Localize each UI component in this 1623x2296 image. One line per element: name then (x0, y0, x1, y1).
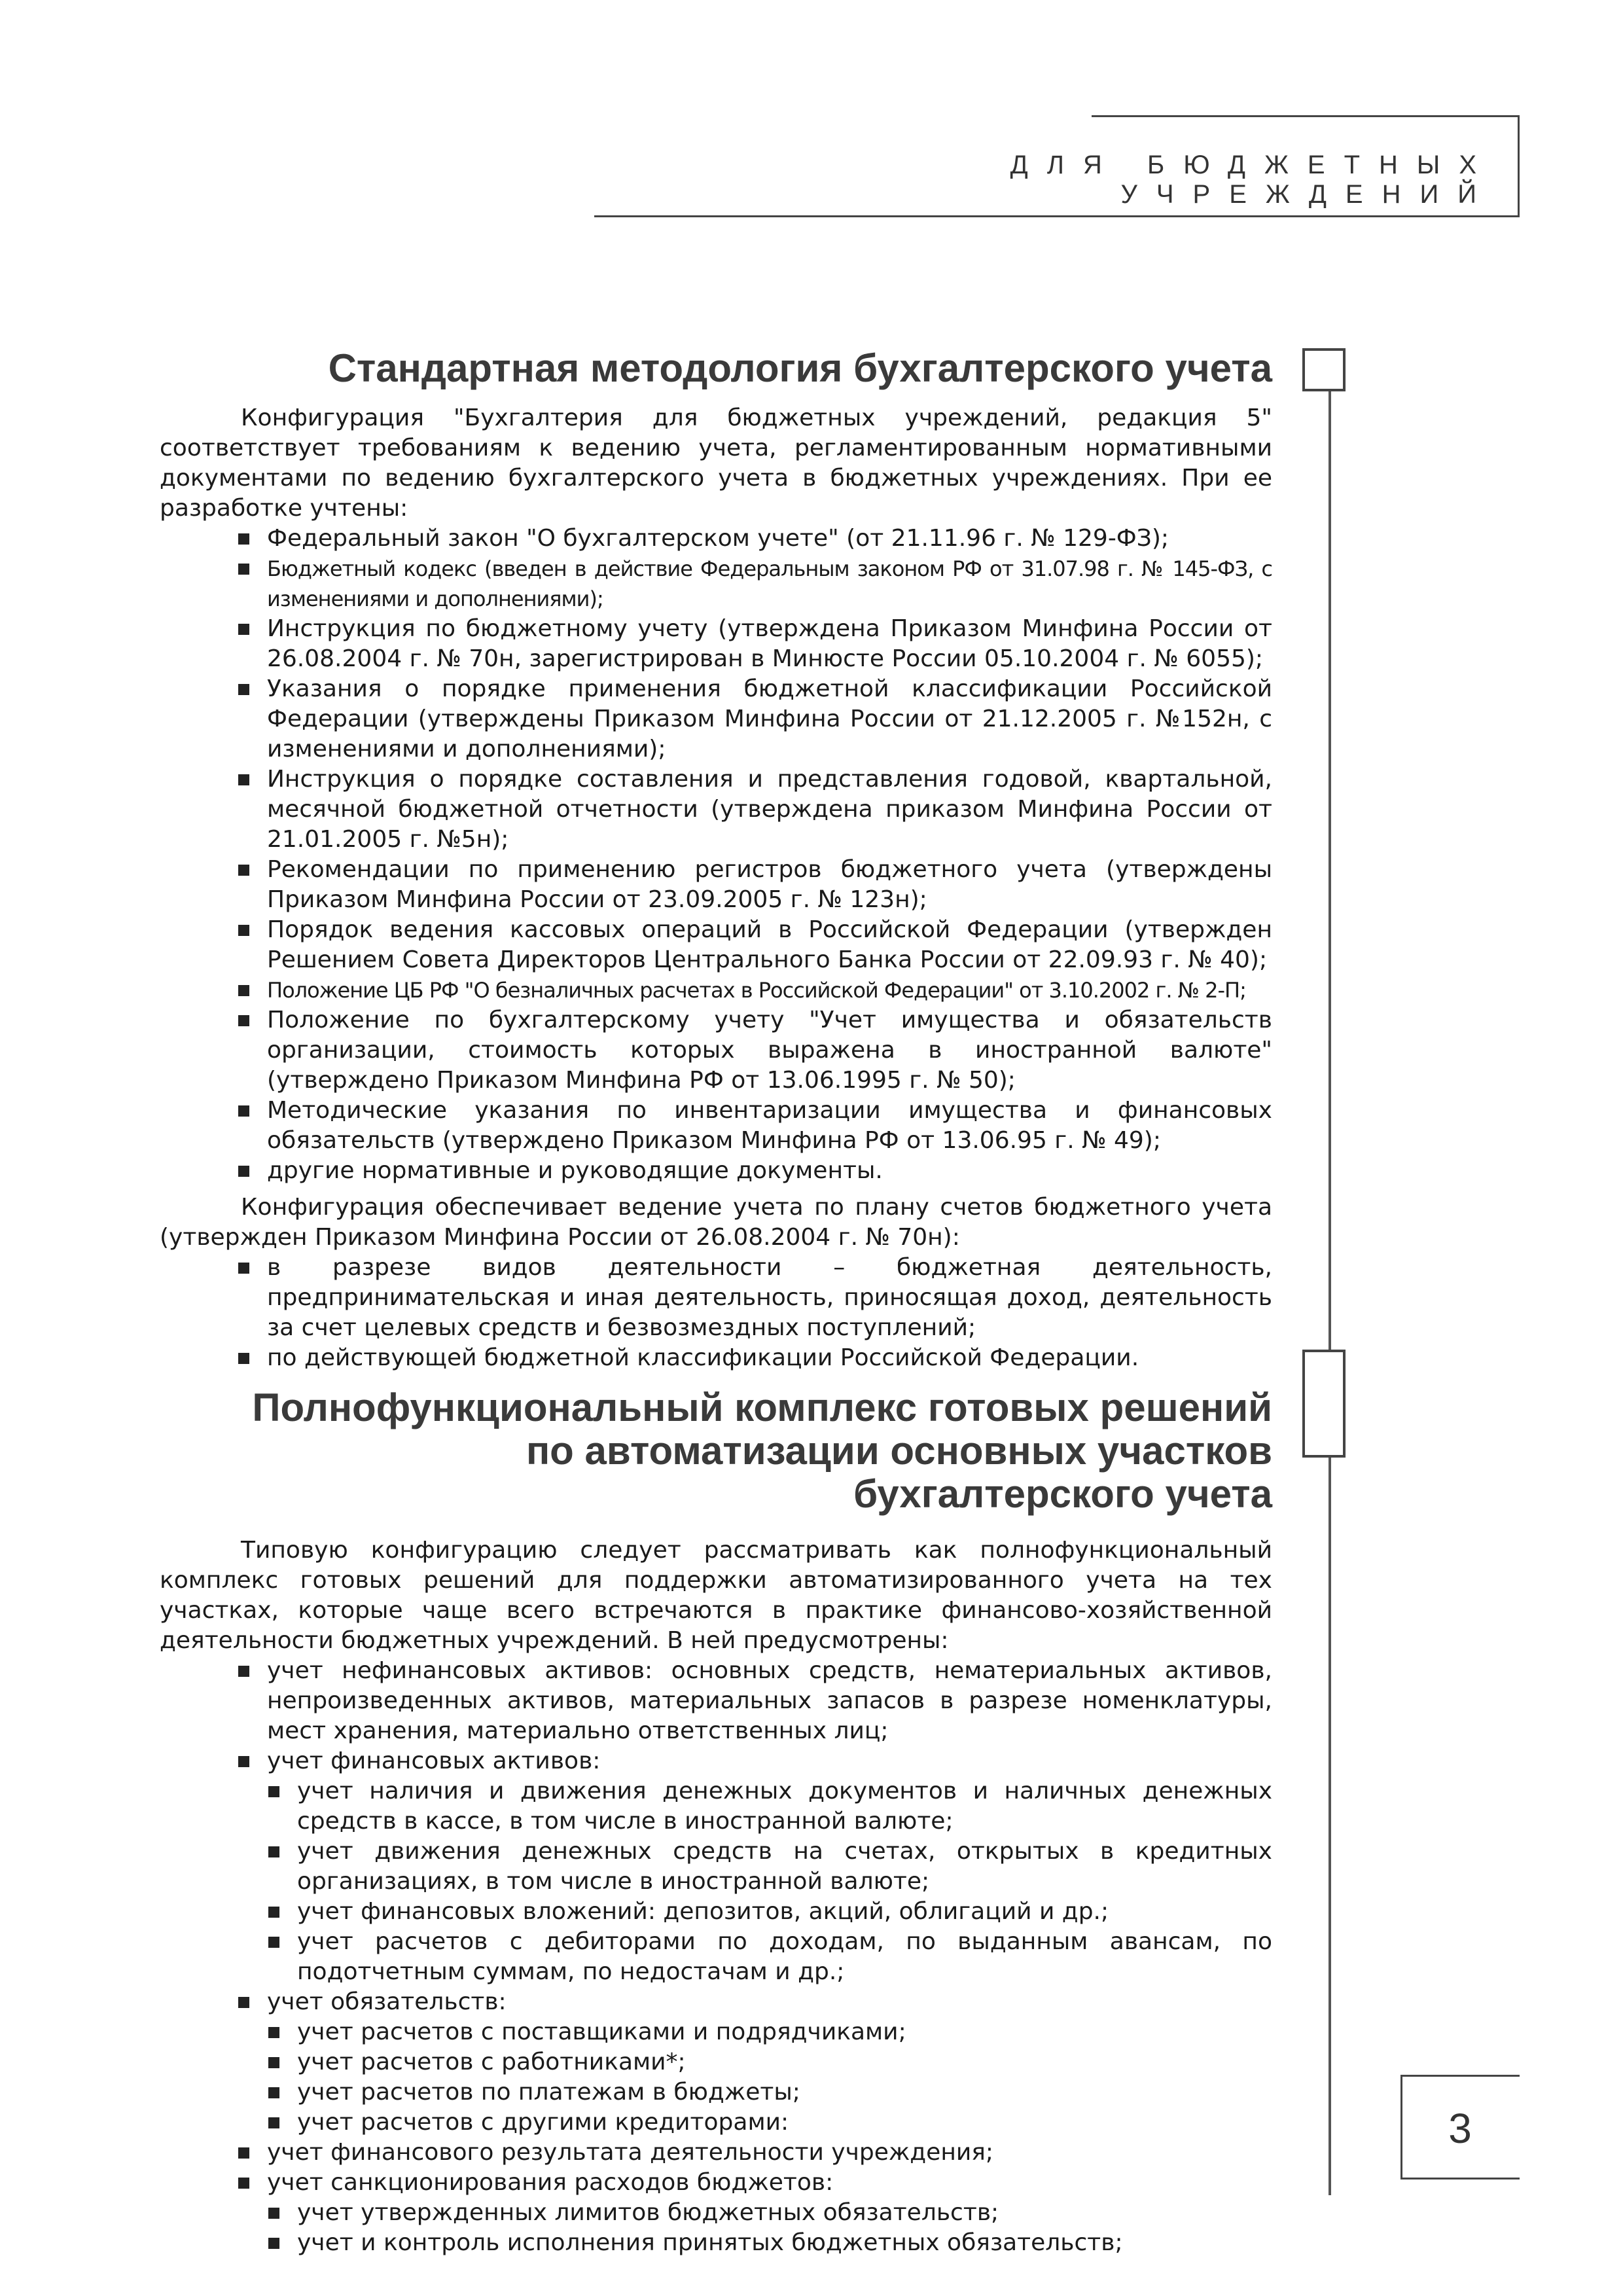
list-item: Инструкция о порядке составления и представления годовой, квартальной, месячной бюджетной отчетности (утверждена приказом Минфина России от 21.01.2005 г. №5н); (160, 764, 1272, 855)
features-list-cont (160, 1987, 1272, 2017)
list-item: Инструкция по бюджетному учету (утверждена Приказом Минфина России от 26.08.2004 г. № 70н, зарегистрирован в Минюсте России 05.10.2004 г. № 6055); (160, 614, 1272, 674)
list-item: Положение ЦБ РФ "О безналичных расчетах в Российской Федерации" от 3.10.2002 г. № 2-П; (160, 975, 1272, 1005)
list-item: учет и контроль исполнения принятых бюджетных обязательств; (160, 2228, 1272, 2258)
list-item: Положение по бухгалтерскому учету "Учет имущества и обязательств организации, стоимость которых выражена в иностранной валюте" (утверждено Приказом Минфина РФ от 13.06.1995 г. № 50); (160, 1005, 1272, 1096)
list-item: по действующей бюджетной классификации Российской Федерации. (160, 1343, 1272, 1373)
section-marker-1 (1302, 348, 1346, 391)
liabilities-sublist (160, 2017, 1272, 2138)
section1-heading: Стандартная методология бухгалтерского учета (328, 346, 1272, 390)
list-item: учет расчетов с дебиторами по доходам, по выданным авансам, по подотчетным суммам, по недостачам и др.; (160, 1927, 1272, 1987)
list-item: учет санкционирования расходов бюджетов: (160, 2168, 1272, 2198)
list-item: учет обязательств: (160, 1987, 1272, 2017)
list-item: Рекомендации по применению регистров бюджетного учета (утверждены Приказом Минфина России от 23.09.2005 г. № 123н); (160, 855, 1272, 915)
section2-heading-line3: бухгалтерского учета (853, 1472, 1272, 1516)
section1-intro: Конфигурация "Бухгалтерия для бюджетных учреждений, редакция 5" соответствует требованиям к ведению учета, регламентированным нормативными документами по ведению бухгалтерского учета в бюджетных учреждениях. При ее разработке учтены: (160, 404, 1272, 522)
list-item: учет расчетов с поставщиками и подрядчиками; (160, 2017, 1272, 2047)
list-item: учет расчетов с работниками*; (160, 2047, 1272, 2077)
plan-of-accounts-text: Конфигурация обеспечивает ведение учета по плану счетов бюджетного учета (утвержден Приказом Минфина России от 26.08.2004 г. № 70н): (160, 1194, 1272, 1251)
list-item: учет финансовых активов: (160, 1746, 1272, 1776)
list-item: учет наличия и движения денежных документов и наличных денежных средств в кассе, в том числе в иностранной валюте; (160, 1776, 1272, 1837)
normative-docs-list (160, 524, 1272, 1186)
section2-heading-line2: по автоматизации основных участков (526, 1429, 1272, 1473)
side-rail-line (1329, 389, 1331, 2195)
list-item: учет финансовых вложений: депозитов, акций, облигаций и др.; (160, 1897, 1272, 1927)
list-item: учет финансового результата деятельности учреждения; (160, 2138, 1272, 2168)
plan-items-list (160, 1253, 1272, 1373)
header-frame-gap (594, 115, 1092, 119)
financial-assets-sublist (160, 1776, 1272, 1987)
list-item: учет движения денежных средств на счетах, открытых в кредитных организациях, в том числе в иностранной валюте; (160, 1837, 1272, 1897)
list-item: в разрезе видов деятельности – бюджетная деятельность, предпринимательская и иная деятельность, приносящая доход, деятельность за счет целевых средств и безвозмездных поступлений; (160, 1253, 1272, 1343)
section2-intro: Типовую конфигурацию следует рассматривать как полнофункциональный комплекс готовых решений для поддержки автоматизированного учета на тех участках, которые чаще всего встречаются в практике финансово-хозяйственной деятельности бюджетных учреждений. В ней предусмотрены: (160, 1537, 1272, 1654)
section2-heading-line1: Полнофункциональный комплекс готовых решений (252, 1386, 1272, 1429)
page-number: 3 (1448, 2105, 1472, 2152)
list-item: учет расчетов с другими кредиторами: (160, 2108, 1272, 2138)
list-item: Порядок ведения кассовых операций в Российской Федерации (утвержден Решением Совета Директоров Центрального Банка России от 22.09.93 г. № 40); (160, 915, 1272, 975)
header-title: ДЛЯ БЮДЖЕТНЫХ УЧРЕЖДЕНИЙ (1010, 151, 1495, 209)
list-item: Методические указания по инвентаризации имущества и финансовых обязательств (утверждено Приказом Минфина РФ от 13.06.95 г. № 49); (160, 1096, 1272, 1156)
features-list-cont2 (160, 2138, 1272, 2198)
list-item: другие нормативные и руководящие документы. (160, 1156, 1272, 1186)
list-item: Федеральный закон "О бухгалтерском учете" (от 21.11.96 г. № 129-ФЗ); (160, 524, 1272, 554)
list-item: Указания о порядке применения бюджетной классификации Российской Федерации (утверждены Приказом Минфина России от 21.12.2005 г. №152н, с изменениями и дополнениями); (160, 674, 1272, 764)
main-content (160, 340, 1272, 2258)
sanction-sublist (160, 2198, 1272, 2258)
list-item: учет нефинансовых активов: основных средств, нематериальных активов, непроизведенных активов, материальных запасов в разрезе номенклатуры, мест хранения, материально ответственных лиц; (160, 1656, 1272, 1746)
features-list (160, 1656, 1272, 1776)
list-item: учет утвержденных лимитов бюджетных обязательств; (160, 2198, 1272, 2228)
section-marker-2 (1302, 1350, 1346, 1458)
list-item: Бюджетный кодекс (введен в действие Федеральным законом РФ от 31.07.98 г. № 145-ФЗ, с изменениями и дополнениями); (160, 554, 1272, 614)
list-item: учет расчетов по платежам в бюджеты; (160, 2077, 1272, 2108)
